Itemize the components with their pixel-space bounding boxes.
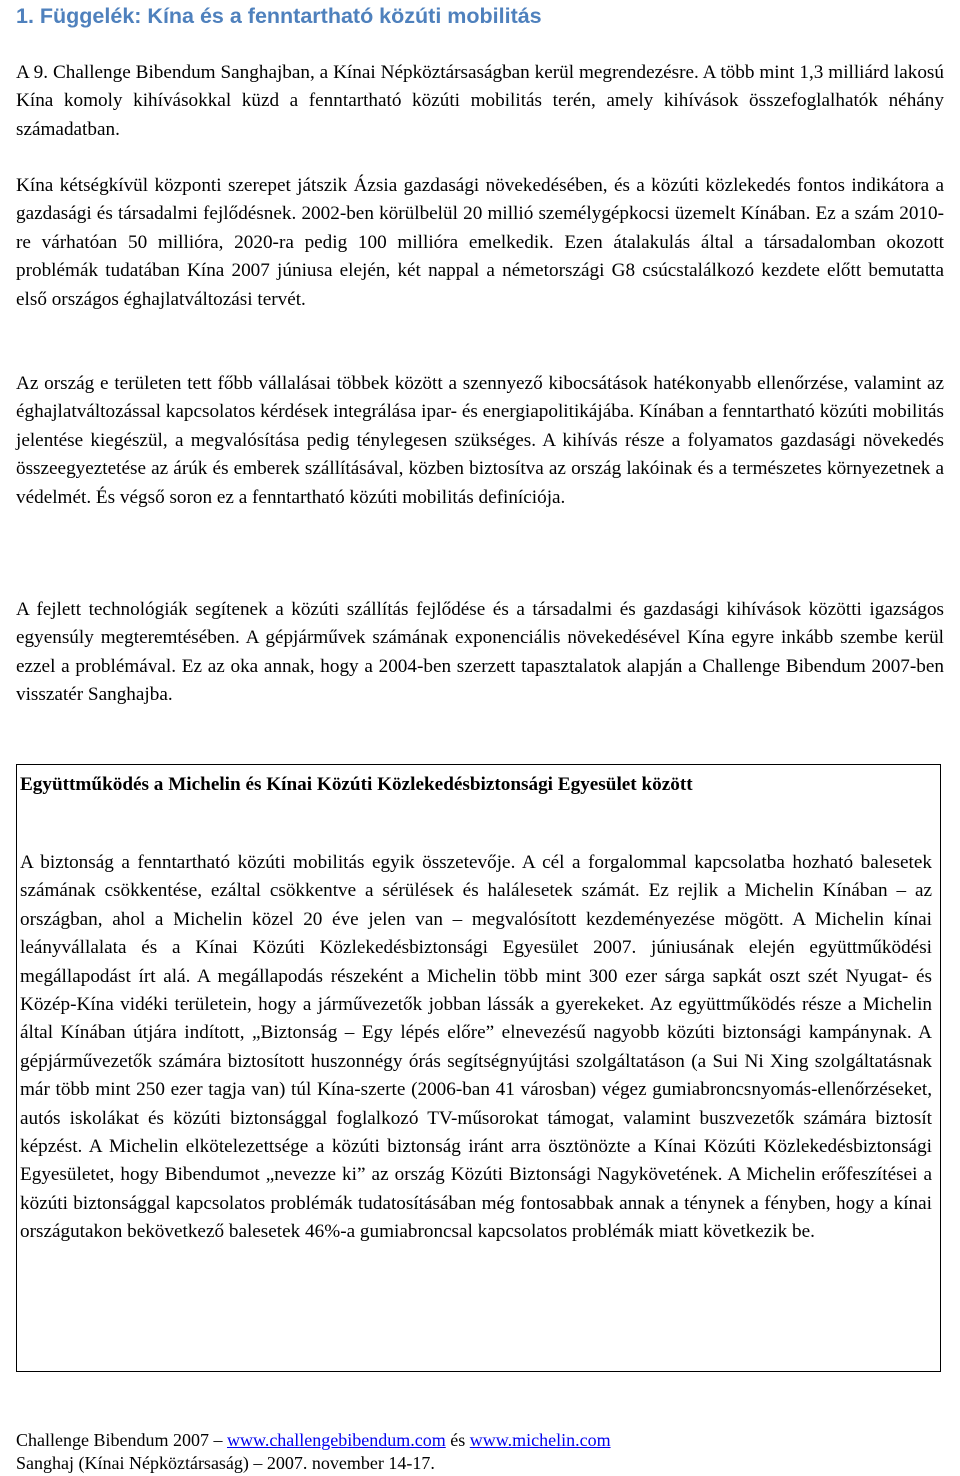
michelin-link[interactable]: www.michelin.com xyxy=(469,1430,611,1450)
paragraph-intro: A 9. Challenge Bibendum Sanghajban, a Kínai Népköztársaságban kerül megrendezésre. A több mint 1,3 milliárd lakosú Kína komoly kihívásokkal küzd a fenntartható közúti mobilitás terén, amely kihívások összefoglalhatók néhány számadatban. xyxy=(16,62,944,140)
footer-conjunction: és xyxy=(450,1430,466,1450)
footer-prefix: Challenge Bibendum 2007 – xyxy=(16,1430,223,1450)
footer-line-1 xyxy=(16,1429,611,1452)
challengebibendum-link[interactable]: www.challengebibendum.com xyxy=(226,1430,446,1450)
cooperation-box xyxy=(16,764,941,1372)
footer-line-2: Sanghaj (Kínai Népköztársaság) – 2007. november 14-17. xyxy=(16,1453,435,1473)
paragraph-growth: Kína kétségkívül központi szerepet játszik Ázsia gazdasági növekedésében, és a közúti közlekedés fontos indikátora a gazdasági és társadalmi fejlődésnek. 2002-ben körülbelül 20 millió személygépkocsi üzemelt Kínában. Ez a szám 2010-re várhatóan 50 millióra, 2020-ra pedig 100 millióra emelkedik. Ezen átalakulás által a társadalomban okozott problémák tudatában Kína 2007 júniusa elején, két nappal a németországi G8 csúcstalálkozó kezdete előtt bemutatta első országos éghajlatváltozási tervét. xyxy=(16,175,944,310)
paragraph-commitments: Az ország e területen tett főbb vállalásai többek között a szennyező kibocsátások hatékonyabb ellenőrzése, valamint az éghajlatváltozással kapcsolatos kérdések integrálása ipar- és energiapolitikájába. Kínában a fenntartható közúti mobilitás jelentése kiegészül, a megvalósítása pedig ténylegesen szükséges. A kihívás része a folyamatos gazdasági növekedés összeegyeztetése az árúk és emberek szállításával, közben biztosítva az ország lakóinak és a természetes környezetnek a védelmét. És végső soron ez a fenntartható közúti mobilitás definíciója. xyxy=(16,373,944,508)
cooperation-box-title: Együttműködés a Michelin és Kínai Közúti Közlekedésbiztonsági Egyesület között xyxy=(20,774,693,795)
page-footer xyxy=(16,1429,611,1475)
appendix-heading: 1. Függelék: Kína és a fenntartható közúti mobilitás xyxy=(16,4,542,28)
paragraph-technology: A fejlett technológiák segítenek a közúti szállítás fejlődése és a társadalmi és gazdasági kihívások közötti igazságos egyensúly megteremtésében. A gépjárművek számának exponenciális növekedésével Kína egyre inkább szembe kerül ezzel a problémával. Ez az oka annak, hogy a 2004-ben szerzett tapasztalatok alapján a Challenge Bibendum 2007-ben visszatér Sanghajba. xyxy=(16,599,944,706)
cooperation-box-body: A biztonság a fenntartható közúti mobilitás egyik összetevője. A cél a forgalommal kapcsolatba hozható balesetek számának csökkentése, ezáltal csökkentve a sérülések és halálesetek számát. Ez rejlik a Michelin Kínában – az országban, ahol a Michelin közel 20 éve jelen van – megvalósított kezdeményezése mögött. A Michelin kínai leányvállalata és a Kínai Közúti Közlekedésbiztonsági Egyesület 2007. júniusának elején együttműködési megállapodást írt alá. A megállapodás részeként a Michelin több mint 300 ezer sárga sapkát oszt szét Nyugat- és Közép-Kína vidéki területein, hogy a járművezetők jobban lássák a gyerekeket. Az együttműködés része a Michelin által Kínában útjára indított, „Biztonság – Egy lépés előre” elnevezésű nagyobb közúti biztonsági kampánynak. A gépjárművezetők számára biztosított huszonnégy órás segítségnyújtási szolgáltatáson (a Sui Ni Xing szolgáltatásnak már több mint 250 ezer tagja van) túl Kína-szerte (2006-ban 41 városban) végez gumiabroncsnyomás-ellenőrzéseket, autós iskolákat és közúti biztonsággal foglalkozó TV-műsorokat támogat, valamint buszvezetők számára biztosít képzést. A Michelin elkötelezettsége a közúti biztonság iránt arra ösztönözte a Kínai Közúti Közlekedésbiztonsági Egyesületet, hogy Bibendumot „nevezze ki” az ország Közúti Biztonsági Nagykövetének. A Michelin erőfeszítései a közúti biztonsággal kapcsolatos problémák tudatosításában még fontosabbak annak a ténynek a fényben, hogy a kínai országutakon bekövetkező balesetek 46%-a gumiabroncsal kapcsolatos problémák miatt következik be. xyxy=(20,852,932,1243)
